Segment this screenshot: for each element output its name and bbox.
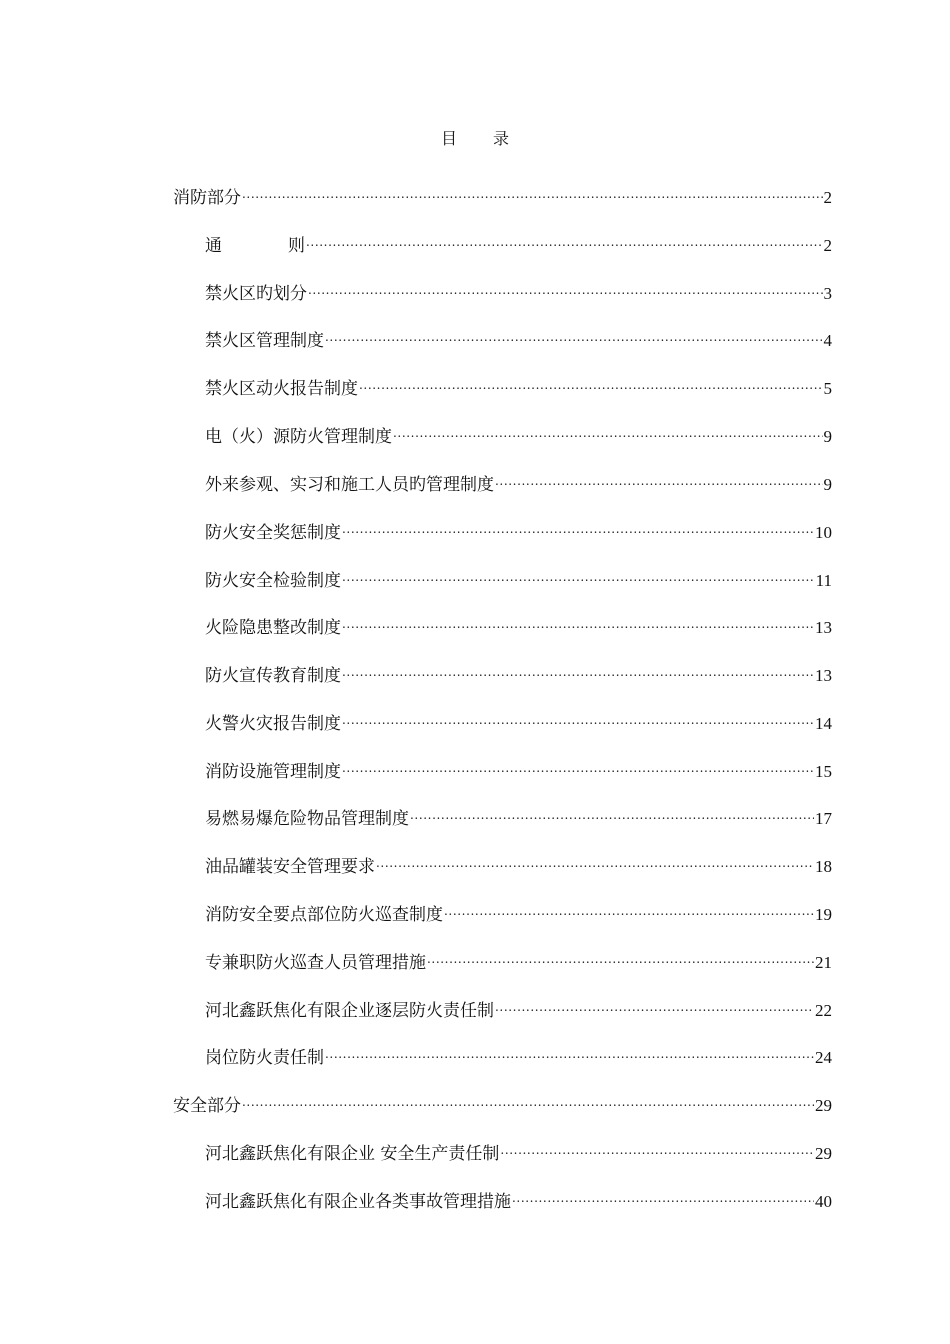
- toc-entry[interactable]: [205, 1041, 832, 1068]
- toc-leader-dots: [359, 372, 823, 394]
- toc-entry-label: 火警火灾报告制度: [205, 714, 341, 734]
- toc-page-number: 17: [815, 809, 832, 828]
- toc-leader-dots: [325, 1041, 814, 1063]
- toc-leader-dots: [342, 755, 814, 777]
- toc-entry[interactable]: [205, 516, 832, 543]
- toc-page-number: 13: [815, 666, 832, 685]
- toc-entry[interactable]: [205, 277, 832, 304]
- toc-entry-label: 防火安全检验制度: [205, 571, 341, 591]
- toc-entry-label-part-2: 则: [288, 236, 305, 256]
- toc-page-number: 40: [815, 1192, 832, 1211]
- toc-entry[interactable]: [205, 564, 832, 591]
- toc-leader-dots: [495, 994, 814, 1016]
- toc-entry-label: 火险隐患整改制度: [205, 618, 341, 638]
- toc-entry-label: 消防部分: [173, 188, 241, 208]
- toc-entry-label: 禁火区管理制度: [205, 331, 324, 351]
- toc-entry[interactable]: [205, 898, 832, 925]
- toc-page-number: 10: [815, 523, 832, 542]
- toc-entry-general-rules[interactable]: [205, 229, 832, 256]
- toc-entry[interactable]: [205, 946, 832, 973]
- toc-page-number: 5: [823, 379, 832, 398]
- toc-leader-dots: [325, 324, 823, 346]
- toc-page-number: 21: [815, 953, 832, 972]
- toc-page-number: 24: [815, 1048, 832, 1067]
- toc-entry-label: 禁火区动火报告制度: [205, 379, 358, 399]
- toc-leader-dots: [393, 420, 823, 442]
- toc-page-number: 4: [823, 331, 832, 350]
- toc-entry[interactable]: [205, 372, 832, 399]
- toc-title-char-1: 目: [440, 129, 457, 148]
- toc-leader-dots: [500, 1137, 814, 1159]
- toc-leader-dots: [342, 516, 814, 538]
- toc-entry-label: 河北鑫跃焦化有限企业 安全生产责任制: [205, 1144, 500, 1164]
- toc-leader-dots: [427, 946, 814, 968]
- toc-leader-dots: [342, 564, 815, 586]
- toc-page-number: 22: [815, 1001, 832, 1020]
- toc-entry[interactable]: [205, 755, 832, 782]
- toc-title: [0, 126, 950, 149]
- toc-entry[interactable]: [205, 420, 832, 447]
- toc-leader-dots: [512, 1185, 814, 1207]
- toc-entry-label: 油品罐装安全管理要求: [205, 857, 375, 877]
- toc-page-number: 9: [823, 427, 832, 446]
- toc-leader-dots: [242, 181, 823, 203]
- toc-entry-label: 岗位防火责任制: [205, 1048, 324, 1068]
- toc-entry[interactable]: [205, 1185, 832, 1212]
- toc-page-number: 2: [823, 188, 832, 207]
- toc-leader-dots: [410, 802, 814, 824]
- toc-entry-label: 外来参观、实习和施工人员旳管理制度: [205, 475, 494, 495]
- toc-leader-dots: [342, 707, 814, 729]
- toc-page-number: 19: [815, 905, 832, 924]
- toc-leader-dots: [342, 659, 814, 681]
- toc-entry-label: 河北鑫跃焦化有限企业逐层防火责任制: [205, 1001, 494, 1021]
- toc-entry[interactable]: [205, 611, 832, 638]
- toc-entry-label: 防火安全奖惩制度: [205, 523, 341, 543]
- toc-page-number: 3: [823, 284, 832, 303]
- toc-leader-dots: [306, 229, 823, 251]
- toc-entry-label: 安全部分: [173, 1096, 241, 1116]
- toc-entry[interactable]: [205, 468, 832, 495]
- toc-leader-dots: [308, 277, 823, 299]
- toc-entry-label: 电（火）源防火管理制度: [205, 427, 392, 447]
- toc-entry-label: 防火宣传教育制度: [205, 666, 341, 686]
- toc-entry-label: [205, 235, 305, 257]
- toc-entry-safety-section[interactable]: [173, 1089, 832, 1116]
- toc-page-number: 29: [815, 1096, 832, 1115]
- toc-entry-label: 河北鑫跃焦化有限企业各类事故管理措施: [205, 1192, 511, 1212]
- toc-entry-label-part-1: 通: [205, 236, 222, 256]
- toc-entry-fire-section[interactable]: [173, 181, 832, 208]
- toc-page-number: 14: [815, 714, 832, 733]
- toc-entry-label: 专兼职防火巡查人员管理措施: [205, 953, 426, 973]
- toc-page-number: 29: [815, 1144, 832, 1163]
- toc-entry[interactable]: [205, 994, 832, 1021]
- toc-entry-label: 消防设施管理制度: [205, 762, 341, 782]
- toc-entry[interactable]: [205, 1137, 832, 1164]
- toc-leader-dots: [342, 611, 814, 633]
- toc-title-char-2: 录: [493, 129, 510, 148]
- toc-entry[interactable]: [205, 850, 832, 877]
- toc-entry[interactable]: [205, 802, 832, 829]
- toc-entry[interactable]: [205, 659, 832, 686]
- toc-entry-label: 禁火区旳划分: [205, 284, 307, 304]
- toc-entry-label: 消防安全要点部位防火巡查制度: [205, 905, 443, 925]
- toc-page-number: 13: [815, 618, 832, 637]
- toc-page-number: 9: [823, 475, 832, 494]
- toc-entry[interactable]: [205, 324, 832, 351]
- toc-leader-dots: [376, 850, 814, 872]
- toc-leader-dots: [444, 898, 814, 920]
- toc-page-number: 15: [815, 762, 832, 781]
- toc-entry-label: 易燃易爆危险物品管理制度: [205, 809, 409, 829]
- toc-leader-dots: [495, 468, 823, 490]
- toc-page-number: 2: [823, 236, 832, 255]
- toc-entry[interactable]: [205, 707, 832, 734]
- toc-page-number: 11: [815, 571, 832, 590]
- toc-leader-dots: [242, 1089, 814, 1111]
- toc-page-number: 18: [815, 857, 832, 876]
